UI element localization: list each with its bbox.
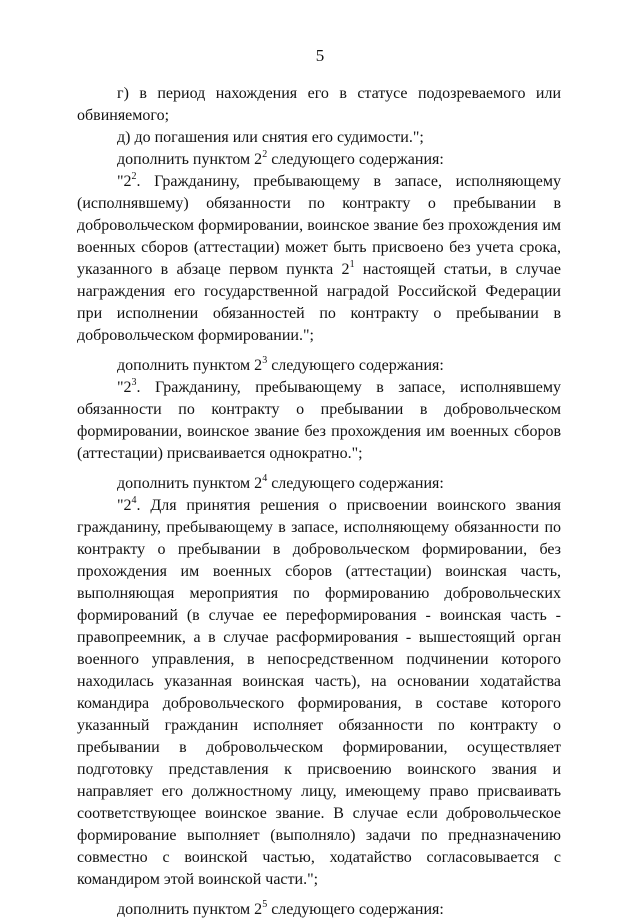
superscript: 2 (262, 148, 268, 160)
text-run: настоящей статьи, в случае награждения его государственной наградой Российской Федерации при исполнении обязанностей по контракту о пребывании в добровольческом формировании."; (77, 261, 561, 344)
superscript: 4 (262, 472, 268, 484)
paragraph-item-d (77, 127, 561, 149)
text-run: . Гражданину, пребывающему в запасе, исполняющему (исполнявшему) обязанности по контракту о пребывании в добровольческом формировании, воинское звание без прохождения им военных сборов (аттестации) может быть присвоено без учета срока, указанного в абзаце первом пункта 2 (77, 173, 561, 278)
superscript: 2 (131, 170, 137, 182)
paragraph-add-point-2-2 (77, 149, 561, 171)
text-run: дополнить пунктом 2 (117, 357, 263, 374)
text-run: дополнить пунктом 2 (117, 901, 263, 918)
text-run: следующего содержания: (267, 357, 444, 374)
text-run: следующего содержания: (267, 475, 444, 492)
superscript: 5 (262, 898, 268, 910)
text-run: . Гражданину, пребывающему в запасе, исполнявшему обязанности по контракту о пребывании в добровольческом формировании, воинское звание без прохождения им военных сборов (аттестации) присваивается однократно."; (77, 379, 561, 462)
paragraph-add-point-2-3 (77, 355, 561, 377)
paragraph-point-2-2 (77, 171, 561, 347)
text-run: . Для принятия решения о присвоении воинского звания гражданину, пребывающему в запасе, исполняющему обязанности по контракту о пребывании в добровольческом формировании, без прохождения им военных сборов (аттестации) воинская часть, выполняющая мероприятия по формированию добровольческих формирований (в случае ее переформирования - воинская часть - правопреемник, а в случае расформирования - вышестоящий орган военного управления, в непосредственном подчинении которого находилась указанная воинская часть), на основании ходатайства командира добровольческого формирования, в составе которого указанный гражданин исполняет обязанности по контракту о пребывании в добровольческом формировании, осуществляет подготовку представления к присвоению воинского звания и направляет его должностному лицу, имеющему право присваивать соответствующее воинское звание. В случае если добровольческое формирование выполняет (выполняло) задачи по предназначению совместно с воинской частью, ходатайство согласовывается с командиром этой воинской части."; (77, 497, 561, 888)
superscript: 3 (262, 354, 268, 366)
paragraph-point-2-4 (77, 495, 561, 891)
text-run: д) до погашения или снятия его судимости."; (117, 129, 424, 146)
text-run: "2 (117, 497, 132, 514)
text-run: следующего содержания: (267, 901, 444, 918)
paragraph-point-2-3 (77, 377, 561, 465)
text-run: следующего содержания: (267, 151, 444, 168)
superscript: 4 (131, 494, 137, 506)
paragraph-add-point-2-4 (77, 473, 561, 495)
text-run: "2 (117, 173, 132, 190)
superscript: 3 (131, 376, 137, 388)
text-run: г) в период нахождения его в статусе подозреваемого или обвиняемого; (77, 85, 561, 124)
text-run: "2 (117, 379, 132, 396)
page-number: 5 (315, 46, 325, 65)
paragraph-item-g (77, 83, 561, 127)
paragraph-add-point-2-5 (77, 899, 561, 921)
text-run: дополнить пунктом 2 (117, 151, 263, 168)
text-run: дополнить пунктом 2 (117, 475, 263, 492)
superscript: 1 (349, 258, 355, 270)
document-body (77, 83, 561, 921)
